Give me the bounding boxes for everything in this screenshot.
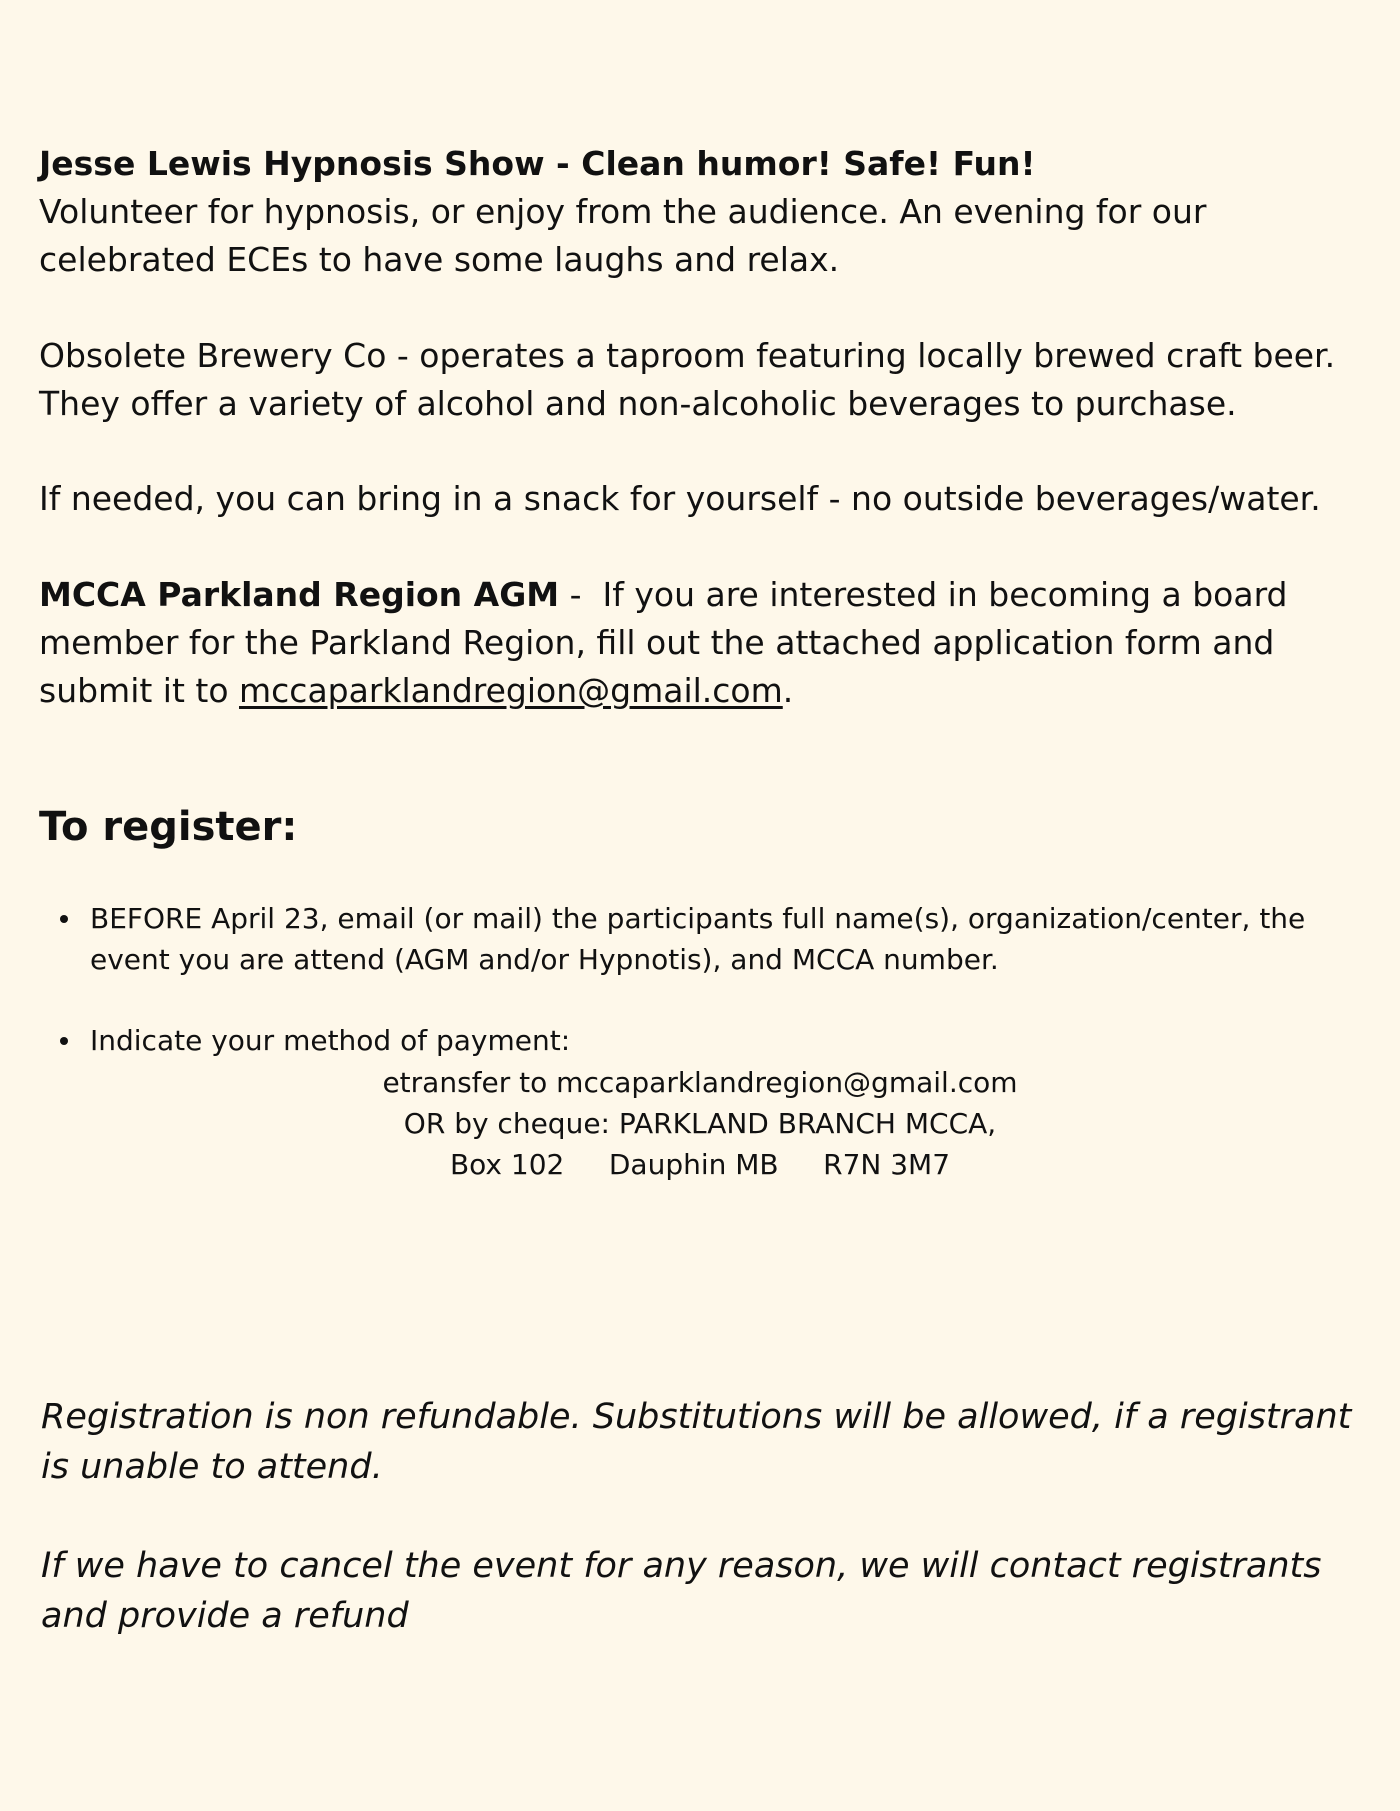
agm-end: .	[782, 671, 794, 710]
agm-section	[39, 571, 1369, 715]
brewery-paragraph: Obsolete Brewery Co - operates a taproom featuring locally brewed craft beer. They offer a variety of alcohol and non-alcoholic beverages to purchase.	[39, 336, 1336, 423]
register-heading: To register:	[39, 804, 298, 850]
hypnosis-section	[39, 140, 1369, 284]
agm-email-link[interactable]: mccaparklandregion@gmail.com	[239, 671, 783, 710]
agm-separator: -	[559, 575, 603, 614]
register-bullet-payment: Indicate your method of payment:	[90, 1020, 1340, 1061]
hypnosis-description: Volunteer for hypnosis, or enjoy from the audience. An evening for our celebrated ECEs to have some laughs and relax.	[39, 192, 1207, 279]
hypnosis-title: Jesse Lewis Hypnosis Show - Clean humor! Safe! Fun!	[39, 144, 1036, 183]
refund-policy-note: Registration is non refundable. Substitutions will be allowed, if a registrant is unable to attend.	[41, 1397, 1352, 1487]
agm-title: MCCA Parkland Region AGM	[39, 575, 560, 614]
payment-cheque: OR by cheque: PARKLAND BRANCH MCCA,	[403, 1107, 997, 1140]
register-bullet-deadline: BEFORE April 23, email (or mail) the participants full name(s), organization/center, the event you are attend (AGM and/or Hypnotis), and MCCA number.	[90, 898, 1340, 980]
payment-etransfer: etransfer to mccaparklandregion@gmail.com	[382, 1066, 1018, 1099]
agm-text: If you are interested in becoming a board member for the Parkland Region, fill out the attached application form and submit it to	[39, 575, 1288, 710]
snack-paragraph: If needed, you can bring in a snack for yourself - no outside beverages/water.	[39, 479, 1321, 518]
cancellation-note: If we have to cancel the event for any reason, we will contact registrants and provide a refund	[41, 1546, 1322, 1636]
payment-address: Box 102 Dauphin MB R7N 3M7	[449, 1148, 951, 1181]
